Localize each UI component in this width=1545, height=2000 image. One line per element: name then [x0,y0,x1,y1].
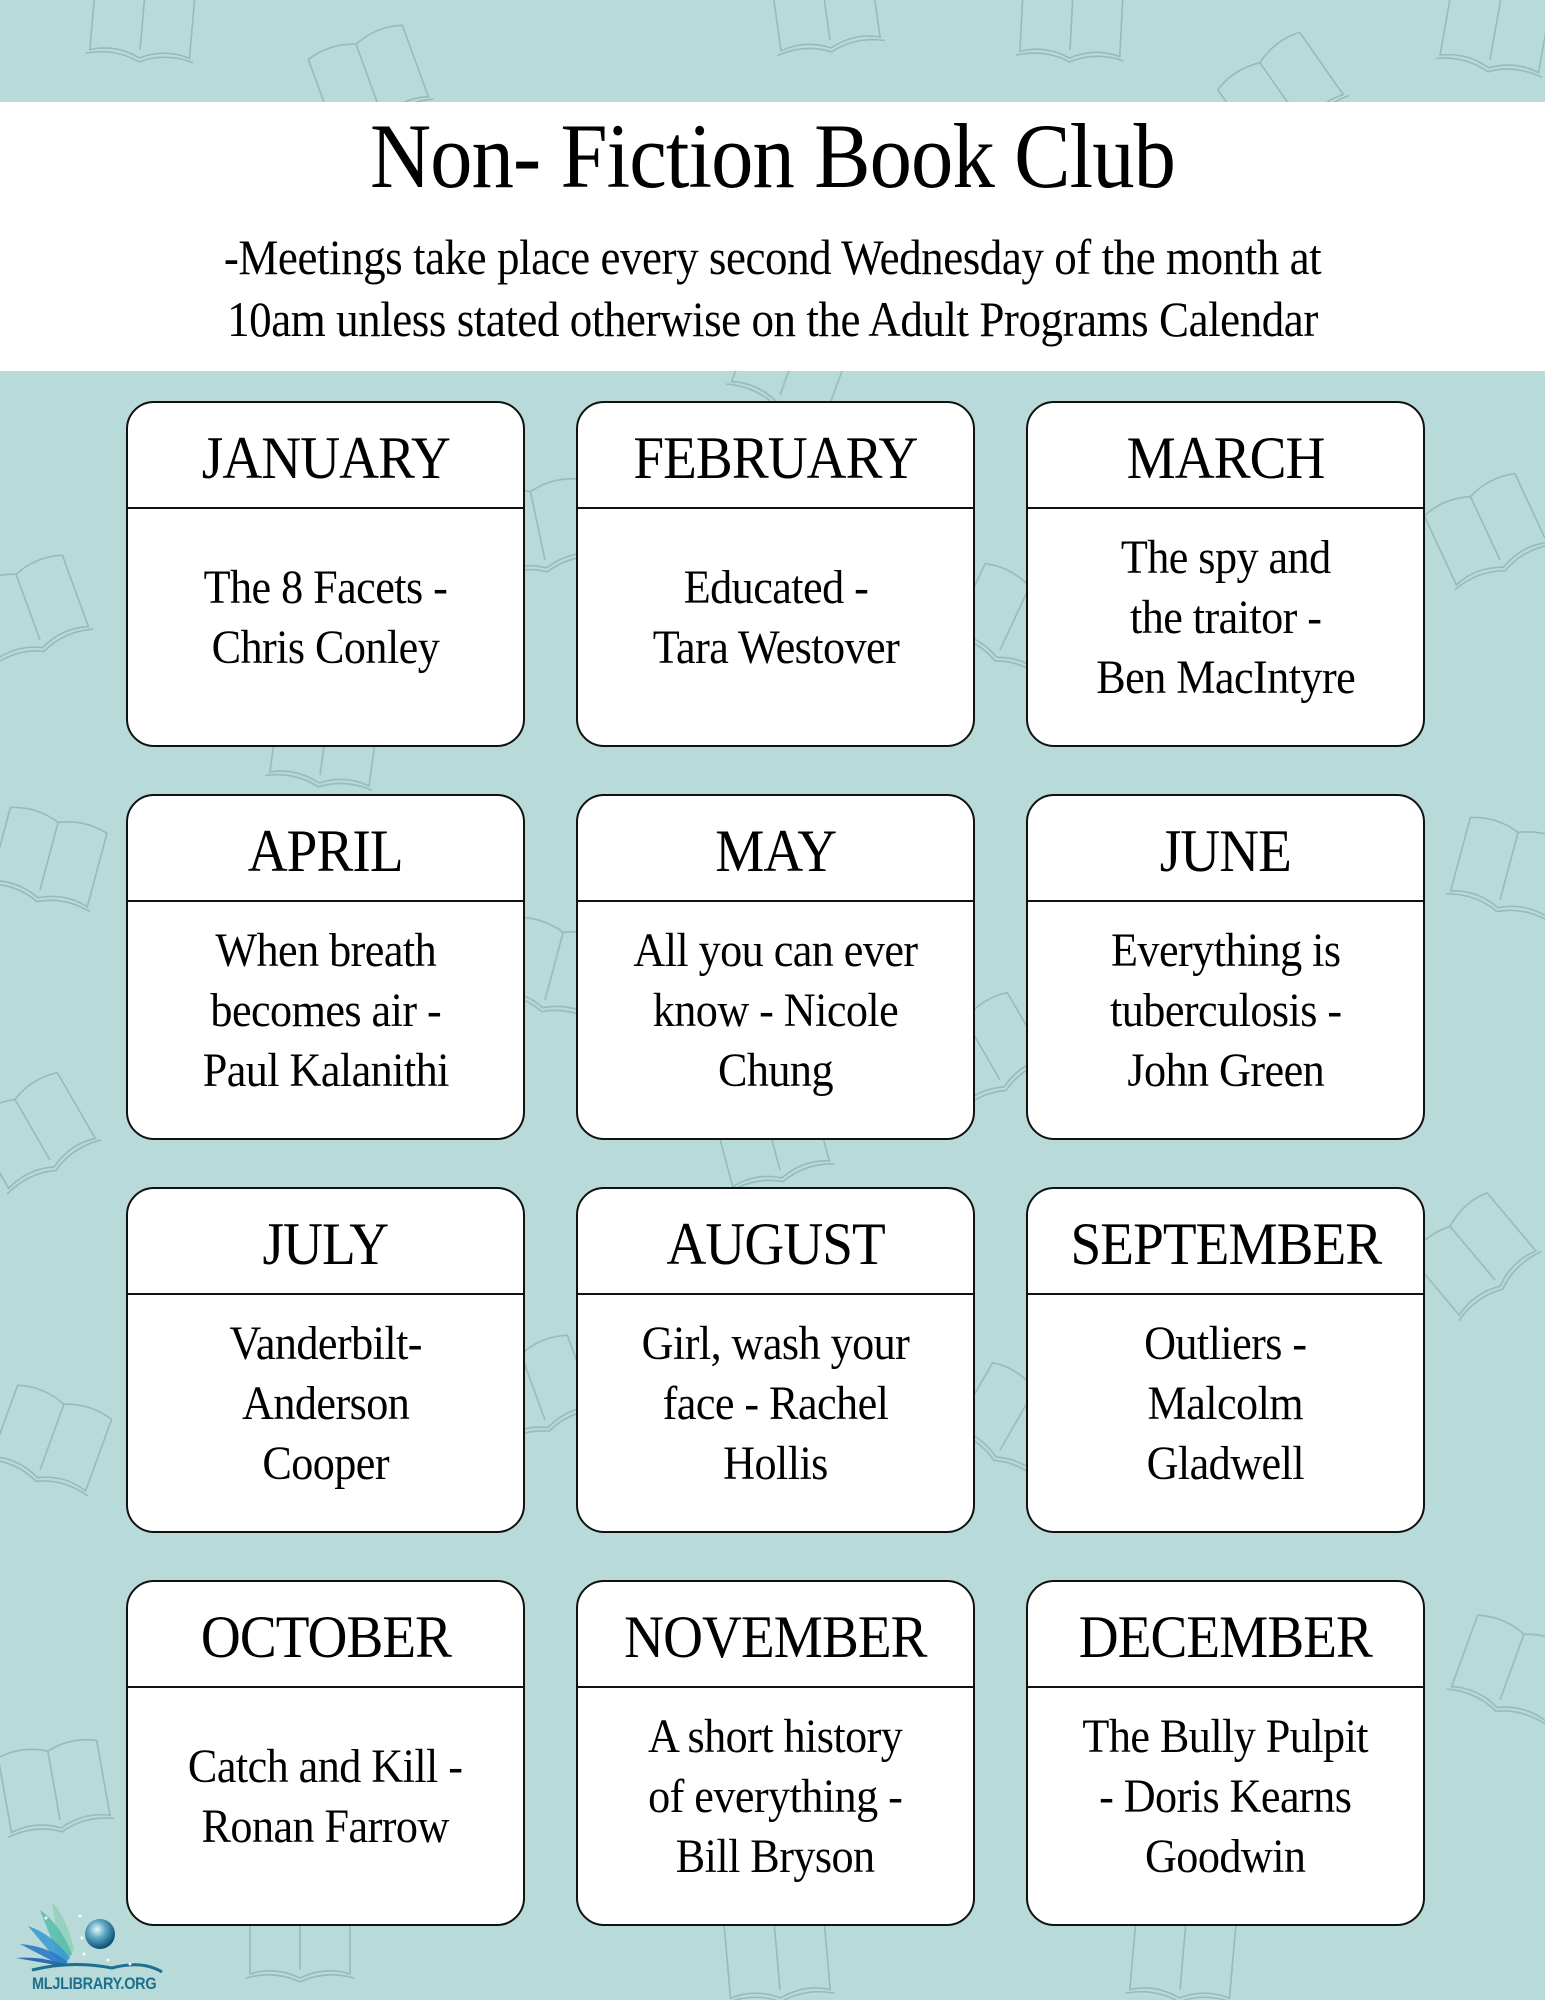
month-label: DECEMBER [1078,1604,1373,1670]
book-info [128,509,523,745]
month-header [1028,796,1423,902]
month-header [578,403,973,509]
month-label: JULY [262,1211,389,1277]
book-line: Catch and Kill - [188,1740,463,1793]
book-line: A short history [648,1710,903,1763]
month-label: FEBRUARY [633,425,918,491]
book-info [578,1295,973,1531]
book-info [1028,902,1423,1138]
book-line: Anderson [241,1377,410,1430]
book-line: Ben MacIntyre [1096,651,1355,704]
month-label: MAY [714,818,836,884]
meeting-info-line-2: 10am unless stated otherwise on the Adult Programs Calendar [227,291,1318,347]
book-line: Outliers - [1144,1317,1307,1370]
meeting-info [77,226,1468,350]
month-card-november [576,1580,975,1926]
month-label: NOVEMBER [624,1604,927,1670]
book-line: of everything - [648,1770,903,1823]
book-line: Vanderbilt- [229,1317,422,1370]
page-title: Non- Fiction Book Club [369,105,1176,207]
book-info [128,902,523,1138]
book-line: face - Rachel [662,1377,889,1430]
month-card-june [1026,794,1425,1140]
book-line: Goodwin [1145,1830,1306,1883]
month-card-april [126,794,525,1140]
month-card-february [576,401,975,747]
book-line: Malcolm [1147,1377,1304,1430]
book-line: Chung [717,1044,833,1097]
book-line: Chris Conley [211,621,440,674]
book-line: John Green [1127,1044,1324,1097]
book-line: Cooper [262,1437,389,1490]
month-card-august [576,1187,975,1533]
library-feather-globe-icon [12,1888,172,1978]
month-card-october [126,1580,525,1926]
book-line: Ronan Farrow [201,1800,450,1853]
meeting-info-line-1: -Meetings take place every second Wednesday of the month at [223,229,1322,285]
book-info [1028,509,1423,745]
month-header [1028,403,1423,509]
month-label: MARCH [1126,425,1325,491]
month-header [1028,1582,1423,1688]
book-line: When breath [215,924,436,977]
book-info [578,902,973,1138]
book-line: All you can ever [633,924,918,977]
month-card-september [1026,1187,1425,1533]
month-label: OCTOBER [200,1604,451,1670]
month-header [578,1582,973,1688]
book-line: The Bully Pulpit [1082,1710,1369,1763]
book-line: The 8 Facets - [203,561,448,614]
book-info [128,1295,523,1531]
book-info [578,509,973,745]
month-card-july [126,1187,525,1533]
month-card-january [126,401,525,747]
book-line: Girl, wash your [641,1317,910,1370]
book-line: Educated - [683,561,868,614]
book-info [1028,1295,1423,1531]
book-line: know - Nicole [652,984,899,1037]
month-label: APRIL [248,818,403,884]
book-line: Hollis [723,1437,828,1490]
book-info [578,1688,973,1924]
book-line: The spy and [1120,531,1331,584]
logo-text: MLJLIBRARY.ORG [32,1974,157,1993]
month-label: AUGUST [666,1211,885,1277]
month-header [128,1189,523,1295]
book-info [128,1688,523,1924]
month-header [128,403,523,509]
book-line: the traitor - [1129,591,1322,644]
month-header [128,796,523,902]
book-line: Everything is [1110,924,1341,977]
month-label: JANUARY [201,425,450,491]
month-header [1028,1189,1423,1295]
book-line: Tara Westover [652,621,899,674]
month-header [128,1582,523,1688]
month-label: JUNE [1159,818,1292,884]
month-card-december [1026,1580,1425,1926]
header-banner [0,102,1545,371]
book-line: Gladwell [1146,1437,1305,1490]
month-card-may [576,794,975,1140]
book-line: - Doris Kearns [1099,1770,1352,1823]
book-line: tuberculosis - [1109,984,1342,1037]
month-header [578,1189,973,1295]
library-logo[interactable] [12,1888,172,1998]
month-card-march [1026,401,1425,747]
book-line: Bill Bryson [676,1830,875,1883]
month-label: SEPTEMBER [1070,1211,1381,1277]
book-info [1028,1688,1423,1924]
book-line: Paul Kalanithi [202,1044,449,1097]
book-line: becomes air - [210,984,441,1037]
month-header [578,796,973,902]
